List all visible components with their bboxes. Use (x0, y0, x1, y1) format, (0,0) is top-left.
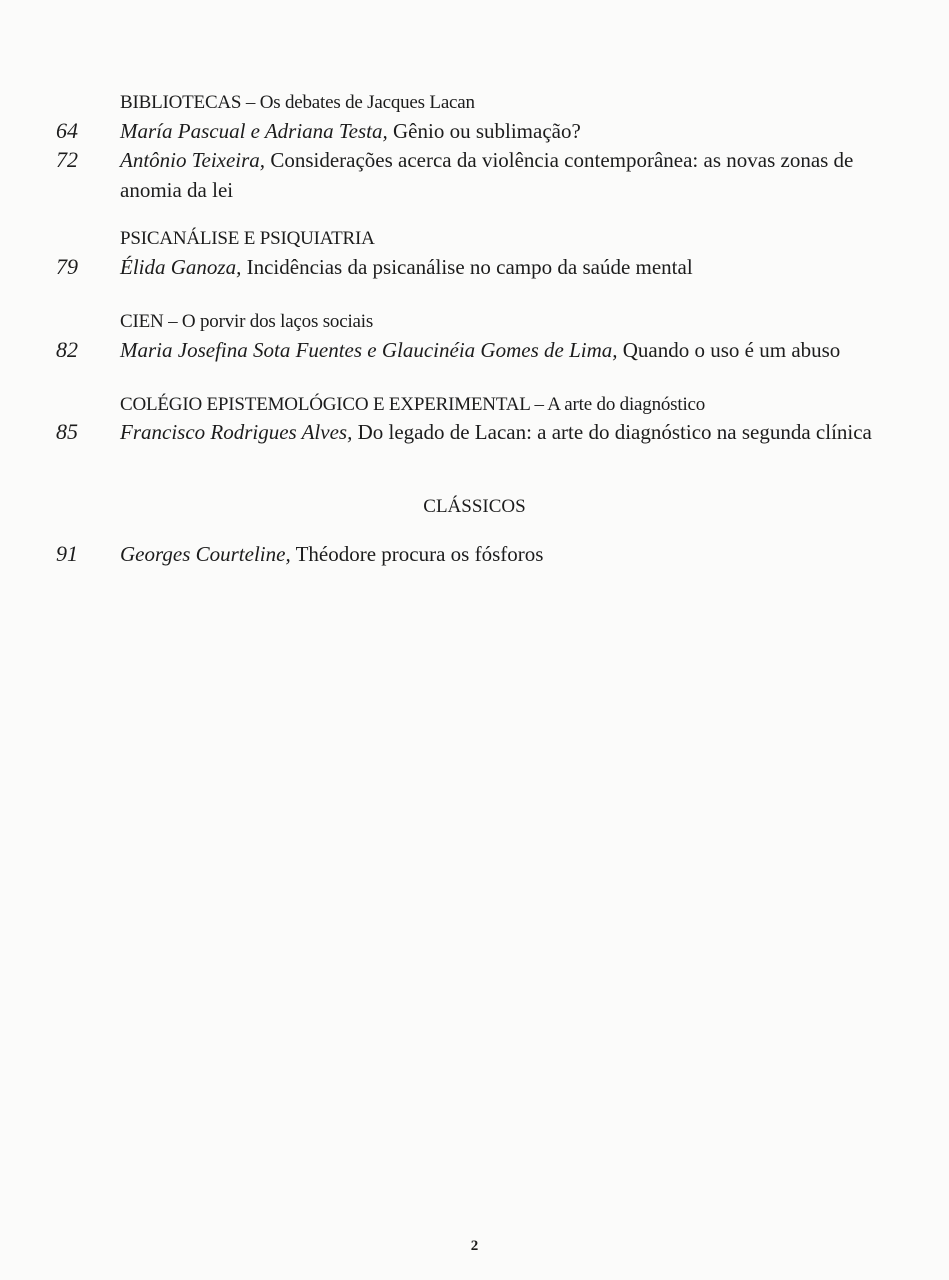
page-number: 2 (470, 1238, 479, 1254)
toc-page-number: 91 (56, 541, 78, 566)
section-title-psicanalise: PSICANÁLISE E PSIQUIATRIA (120, 228, 375, 249)
toc-page-number: 72 (56, 147, 78, 172)
toc-author: Élida Ganoza, (120, 255, 242, 279)
toc-author: Francisco Rodrigues Alves, (120, 420, 353, 444)
section-title-cien: CIEN – O porvir dos laços sociais (120, 311, 374, 332)
section-title-bibliotecas: BIBLIOTECAS – Os debates de Jacques Lacan (120, 92, 475, 113)
toc-entry-text (120, 252, 905, 282)
toc-title: Quando o uso é um abuso (622, 338, 841, 362)
toc-title: Théodore procura os fósforos (295, 542, 544, 566)
toc-author: Georges Courteline, (120, 542, 291, 566)
toc-author: Maria Josefina Sota Fuentes e Glaucinéia Gomes de Lima, (120, 338, 618, 362)
toc-author: María Pascual e Adriana Testa, (120, 119, 388, 143)
toc-entry-text (120, 116, 905, 146)
toc-title: Do legado de Lacan: a arte do diagnóstico na segunda clínica (357, 420, 872, 444)
toc-title: Incidências da psicanálise no campo da saúde mental (246, 255, 693, 279)
toc-entry-text (120, 417, 905, 447)
toc-page-number: 85 (56, 419, 78, 444)
toc-title: Considerações acerca da violência contemporânea: as novas zonas de anomia da lei (120, 148, 854, 202)
section-title-colegio: COLÉGIO EPISTEMOLÓGICO E EXPERIMENTAL – A arte do diagnóstico (120, 394, 706, 415)
toc-page-number: 82 (56, 337, 78, 362)
toc-entry-text (120, 145, 905, 205)
toc-entry-text (120, 335, 905, 365)
toc-page-number: 79 (56, 254, 78, 279)
classics-heading: CLÁSSICOS (423, 496, 526, 517)
toc-page-number: 64 (56, 118, 78, 143)
toc-entry-text (120, 539, 905, 569)
toc-author: Antônio Teixeira, (120, 148, 266, 172)
toc-title: Gênio ou sublimação? (393, 119, 581, 143)
